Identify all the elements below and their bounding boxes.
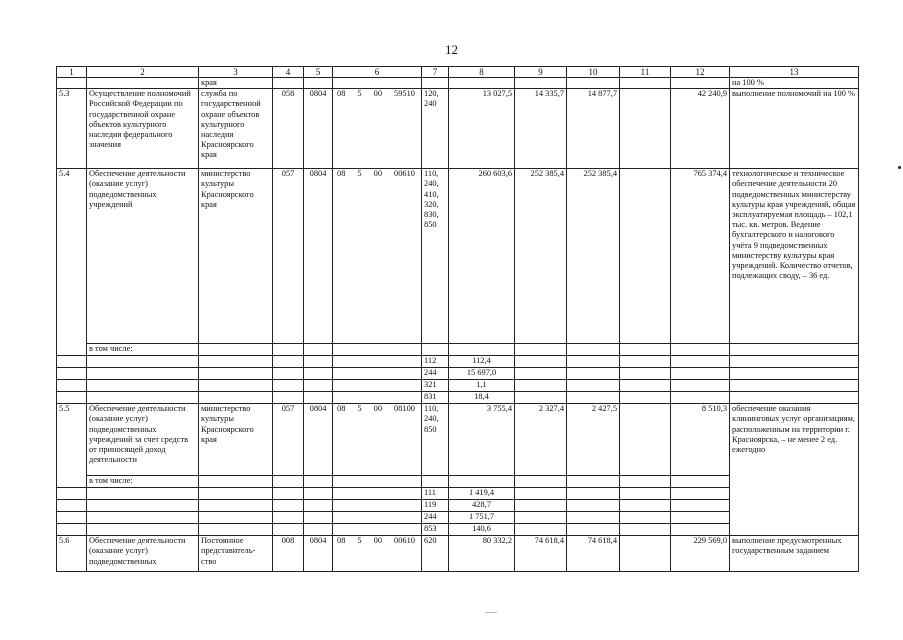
margin-mark xyxy=(898,166,901,169)
vr-code: 110, 240, 850 xyxy=(422,404,449,476)
result-cell: на 100 % xyxy=(730,78,859,89)
sub-row xyxy=(57,356,859,368)
year2-value: 74 618,4 xyxy=(515,536,567,572)
csr-part: 08 xyxy=(337,89,346,99)
year4-value xyxy=(620,89,671,169)
result-cell: технологическое и техническое обеспечение деятельности 20 подведомственных министерству культуры края учреждений, общая эксплуатируемая площадь – 102,1 тыс. кв. метров. Ведение бухгалтерского и налогового учёта 9 подведомственных министерству культуры края учреждений. Количество отчетов, подлежащих своду, – 36 ед. xyxy=(730,169,859,344)
rzpr-code: 0804 xyxy=(304,89,333,169)
csr-part: 00 xyxy=(373,404,382,414)
vr-code: 111 xyxy=(422,488,449,500)
csr-part: 00610 xyxy=(394,169,415,179)
vr-code: 831 xyxy=(422,392,449,404)
sub-value: 140,6 xyxy=(449,524,515,536)
year3-value: 74 618,4 xyxy=(567,536,620,572)
year3-value: 14 877,7 xyxy=(567,89,620,169)
row-number: 5.3 xyxy=(57,89,87,169)
csr-part: 08100 xyxy=(394,404,415,414)
header-cell: 12 xyxy=(671,67,730,78)
vr-code: 110, 240, 410, 320, 830, 850 xyxy=(422,169,449,344)
year1-value: 3 755,4 xyxy=(449,404,515,476)
table-row xyxy=(57,89,859,169)
vr-code: 120, 240 xyxy=(422,89,449,169)
csr-part: 5 xyxy=(357,169,362,179)
header-cell: 3 xyxy=(199,67,273,78)
csr-part: 5 xyxy=(357,89,362,99)
vr-code: 321 xyxy=(422,380,449,392)
header-cell: 4 xyxy=(273,67,304,78)
sub-value: 18,4 xyxy=(449,392,515,404)
header-cell: 8 xyxy=(449,67,515,78)
result-cell: обеспечение оказания клининговых услуг организациям, расположенным на территории г. Красноярска, – не менее 2 ед. ежегодно xyxy=(730,404,859,536)
vr-code: 244 xyxy=(422,368,449,380)
year4-value xyxy=(620,536,671,572)
year1-value: 260 603,6 xyxy=(449,169,515,344)
row-number: 5.6 xyxy=(57,536,87,572)
total-value: 8 510,3 xyxy=(671,404,730,476)
org-cell: края xyxy=(199,78,273,89)
sub-value: 112,4 xyxy=(449,356,515,368)
csr-part: 08 xyxy=(337,404,346,414)
total-value: 765 374,4 xyxy=(671,169,730,344)
row-number: 5.5 xyxy=(57,404,87,488)
csr-part: 00 xyxy=(373,169,382,179)
csr-part: 59510 xyxy=(394,89,415,99)
sub-value: 1 419,4 xyxy=(449,488,515,500)
including-label: в том числе: xyxy=(87,476,199,488)
header-cell: 11 xyxy=(620,67,671,78)
sub-value: 1 751,7 xyxy=(449,512,515,524)
activity-name: Осуществление полномочий Российской Федерации по государственной охране объектов культурного наследия федерального значения xyxy=(87,89,199,169)
sub-value: 428,7 xyxy=(449,500,515,512)
grbs-code: 058 xyxy=(273,89,304,169)
org-cell: министерство культуры Красноярского края xyxy=(199,169,273,344)
sub-row xyxy=(57,392,859,404)
year2-value: 252 385,4 xyxy=(515,169,567,344)
header-cell: 1 xyxy=(57,67,87,78)
vr-code: 620 xyxy=(422,536,449,572)
header-cell: 10 xyxy=(567,67,620,78)
vr-code: 244 xyxy=(422,512,449,524)
header-cell: 9 xyxy=(515,67,567,78)
rzpr-code: 0804 xyxy=(304,169,333,344)
header-cell: 6 xyxy=(333,67,422,78)
vr-code: 112 xyxy=(422,356,449,368)
table-row xyxy=(57,404,859,476)
rzpr-code: 0804 xyxy=(304,536,333,572)
csr-code xyxy=(333,169,422,344)
activity-name: Обеспечение деятельности (оказание услуг) подведомственных учреждений xyxy=(87,169,199,344)
year2-value: 2 327,4 xyxy=(515,404,567,476)
csr-part: 5 xyxy=(357,536,362,546)
csr-code xyxy=(333,404,422,476)
including-row xyxy=(57,344,859,356)
sub-row xyxy=(57,380,859,392)
vr-code: 853 xyxy=(422,524,449,536)
csr-part: 00610 xyxy=(394,536,415,546)
scan-artifact xyxy=(485,612,497,613)
csr-part: 08 xyxy=(337,169,346,179)
column-numbers-row xyxy=(57,67,859,78)
year1-value: 80 332,2 xyxy=(449,536,515,572)
csr-part: 08 xyxy=(337,536,346,546)
org-cell: служба по государственной охране объектов культурного наследия Красноярского края xyxy=(199,89,273,169)
year2-value: 14 335,7 xyxy=(515,89,567,169)
table-row xyxy=(57,536,859,572)
csr-part: 00 xyxy=(373,89,382,99)
header-cell: 7 xyxy=(422,67,449,78)
sub-row xyxy=(57,368,859,380)
table-row xyxy=(57,169,859,344)
continuation-row xyxy=(57,78,859,89)
csr-part: 5 xyxy=(357,404,362,414)
including-label: в том числе: xyxy=(87,344,199,356)
grbs-code: 057 xyxy=(273,169,304,344)
header-cell: 5 xyxy=(304,67,333,78)
header-cell: 2 xyxy=(87,67,199,78)
csr-code xyxy=(333,536,422,572)
row-number: 5.4 xyxy=(57,169,87,356)
sub-value: 15 697,0 xyxy=(449,368,515,380)
sub-value: 1,1 xyxy=(449,380,515,392)
grbs-code: 057 xyxy=(273,404,304,476)
result-cell: выполнение предусмотренных государственным заданием xyxy=(730,536,859,572)
total-value: 42 240,9 xyxy=(671,89,730,169)
activity-name: Обеспечение деятельности (оказание услуг) подведомственных учреждений за счет средств от приносящей доход деятельности xyxy=(87,404,199,476)
year3-value: 252 385,4 xyxy=(567,169,620,344)
page-number: 12 xyxy=(445,42,458,57)
year4-value xyxy=(620,404,671,476)
org-cell: Постоянное представитель-ство xyxy=(199,536,273,572)
year1-value: 13 027,5 xyxy=(449,89,515,169)
total-value: 229 569,0 xyxy=(671,536,730,572)
csr-code xyxy=(333,89,422,169)
org-cell: министерство культуры Красноярского края xyxy=(199,404,273,476)
activity-name: Обеспечение деятельности (оказание услуг) подведомственных xyxy=(87,536,199,572)
year3-value: 2 427,5 xyxy=(567,404,620,476)
budget-table xyxy=(56,66,859,572)
year4-value xyxy=(620,169,671,344)
rzpr-code: 0804 xyxy=(304,404,333,476)
grbs-code: 008 xyxy=(273,536,304,572)
header-cell: 13 xyxy=(730,67,859,78)
vr-code: 119 xyxy=(422,500,449,512)
result-cell: выполнение полномочий на 100 % xyxy=(730,89,859,169)
csr-part: 00 xyxy=(373,536,382,546)
